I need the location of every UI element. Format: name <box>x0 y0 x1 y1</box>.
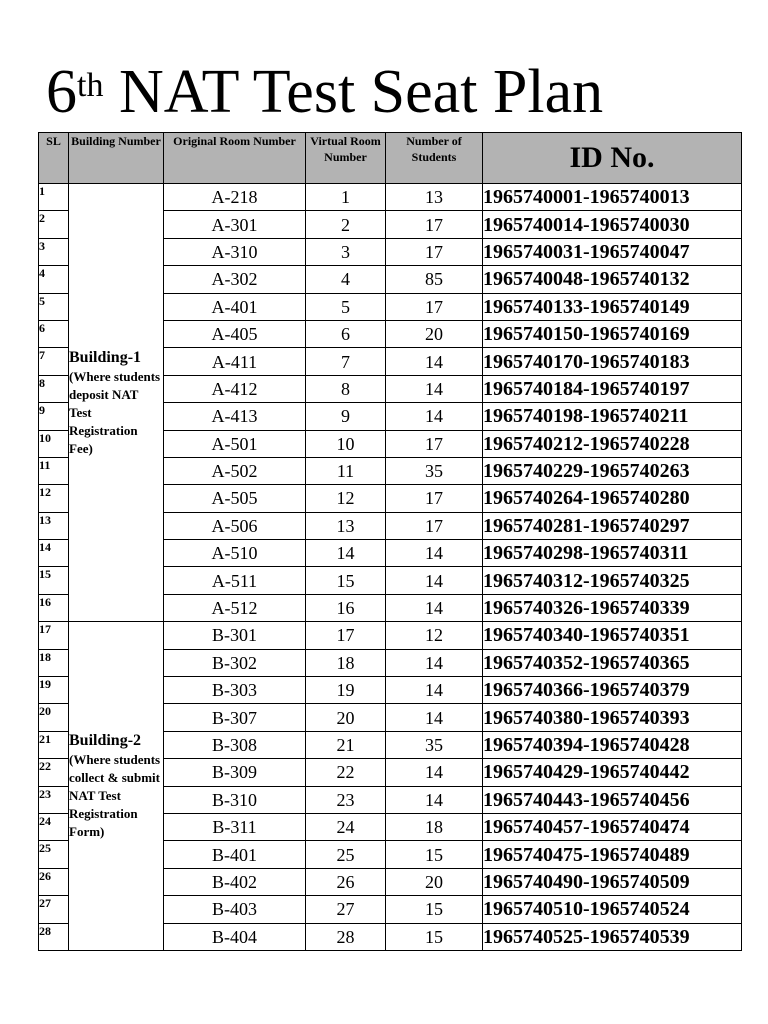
virtual-room-cell: 19 <box>306 677 386 704</box>
id-range-cell: 1965740281-1965740297 <box>483 512 742 539</box>
virtual-room-cell: 1 <box>306 184 386 211</box>
virtual-room-cell: 20 <box>306 704 386 731</box>
title-superscript: th <box>77 67 104 104</box>
original-room-cell: B-310 <box>164 786 306 813</box>
id-range-cell: 1965740031-1965740047 <box>483 238 742 265</box>
original-room-cell: A-501 <box>164 430 306 457</box>
sl-cell: 3 <box>39 238 69 265</box>
sl-cell: 14 <box>39 540 69 567</box>
original-room-cell: A-502 <box>164 457 306 484</box>
sl-cell: 19 <box>39 677 69 704</box>
header-row <box>39 133 742 184</box>
student-count-cell: 17 <box>386 430 483 457</box>
table-body <box>39 184 742 951</box>
student-count-cell: 14 <box>386 348 483 375</box>
sl-cell: 8 <box>39 375 69 402</box>
sl-cell: 20 <box>39 704 69 731</box>
student-count-cell: 14 <box>386 375 483 402</box>
id-range-cell: 1965740326-1965740339 <box>483 594 742 621</box>
id-range-cell: 1965740510-1965740524 <box>483 896 742 923</box>
sl-cell: 1 <box>39 184 69 211</box>
student-count-cell: 14 <box>386 567 483 594</box>
id-range-cell: 1965740525-1965740539 <box>483 923 742 950</box>
id-range-cell: 1965740198-1965740211 <box>483 403 742 430</box>
virtual-room-cell: 5 <box>306 293 386 320</box>
original-room-cell: A-401 <box>164 293 306 320</box>
virtual-room-cell: 4 <box>306 266 386 293</box>
virtual-room-cell: 6 <box>306 320 386 347</box>
student-count-cell: 17 <box>386 512 483 539</box>
virtual-room-cell: 17 <box>306 622 386 649</box>
title-rest: NAT Test Seat Plan <box>103 58 604 126</box>
original-room-cell: B-401 <box>164 841 306 868</box>
virtual-room-cell: 15 <box>306 567 386 594</box>
sl-cell: 17 <box>39 622 69 649</box>
building-cell <box>69 184 164 622</box>
original-room-cell: A-510 <box>164 540 306 567</box>
sl-cell: 6 <box>39 320 69 347</box>
building-cell <box>69 622 164 951</box>
virtual-room-cell: 14 <box>306 540 386 567</box>
student-count-cell: 17 <box>386 238 483 265</box>
id-range-cell: 1965740229-1965740263 <box>483 457 742 484</box>
student-count-cell: 14 <box>386 704 483 731</box>
seat-plan-table <box>38 132 742 951</box>
student-count-cell: 17 <box>386 293 483 320</box>
student-count-cell: 13 <box>386 184 483 211</box>
student-count-cell: 14 <box>386 786 483 813</box>
virtual-room-cell: 24 <box>306 813 386 840</box>
virtual-room-cell: 12 <box>306 485 386 512</box>
building-name: Building-2 <box>69 732 142 750</box>
original-room-cell: B-402 <box>164 868 306 895</box>
original-room-cell: B-307 <box>164 704 306 731</box>
sl-cell: 7 <box>39 348 69 375</box>
original-room-cell: B-309 <box>164 759 306 786</box>
virtual-room-cell: 27 <box>306 896 386 923</box>
id-range-cell: 1965740212-1965740228 <box>483 430 742 457</box>
virtual-room-cell: 11 <box>306 457 386 484</box>
student-count-cell: 15 <box>386 841 483 868</box>
original-room-cell: B-403 <box>164 896 306 923</box>
virtual-room-cell: 22 <box>306 759 386 786</box>
original-room-cell: A-511 <box>164 567 306 594</box>
id-range-cell: 1965740014-1965740030 <box>483 211 742 238</box>
student-count-cell: 15 <box>386 923 483 950</box>
building-description: (Where students deposit NAT Test Registration Fee) <box>69 368 161 456</box>
student-count-cell: 17 <box>386 211 483 238</box>
original-room-cell: B-301 <box>164 622 306 649</box>
original-room-cell: A-411 <box>164 348 306 375</box>
student-count-cell: 20 <box>386 320 483 347</box>
id-range-cell: 1965740475-1965740489 <box>483 841 742 868</box>
virtual-room-cell: 8 <box>306 375 386 402</box>
virtual-room-cell: 3 <box>306 238 386 265</box>
student-count-cell: 18 <box>386 813 483 840</box>
original-room-cell: A-506 <box>164 512 306 539</box>
original-room-cell: A-405 <box>164 320 306 347</box>
table-row <box>39 622 742 649</box>
id-range-cell: 1965740133-1965740149 <box>483 293 742 320</box>
sl-cell: 11 <box>39 457 69 484</box>
id-range-cell: 1965740048-1965740132 <box>483 266 742 293</box>
sl-cell: 18 <box>39 649 69 676</box>
sl-cell: 21 <box>39 731 69 758</box>
header-virtual-room: Virtual Room Number <box>306 133 386 184</box>
original-room-cell: B-302 <box>164 649 306 676</box>
sl-cell: 13 <box>39 512 69 539</box>
sl-cell: 22 <box>39 759 69 786</box>
student-count-cell: 35 <box>386 731 483 758</box>
id-range-cell: 1965740312-1965740325 <box>483 567 742 594</box>
sl-cell: 28 <box>39 923 69 950</box>
id-range-cell: 1965740443-1965740456 <box>483 786 742 813</box>
sl-cell: 2 <box>39 211 69 238</box>
original-room-cell: A-412 <box>164 375 306 402</box>
original-room-cell: A-512 <box>164 594 306 621</box>
virtual-room-cell: 18 <box>306 649 386 676</box>
title-prefix: 6 <box>46 58 77 126</box>
sl-cell: 10 <box>39 430 69 457</box>
building-description: (Where students collect & submit NAT Test Registration Form) <box>69 752 161 840</box>
table-row <box>39 184 742 211</box>
header-building: Building Number <box>69 133 164 184</box>
student-count-cell: 14 <box>386 594 483 621</box>
header-students: Number of Students <box>386 133 483 184</box>
id-range-cell: 1965740184-1965740197 <box>483 375 742 402</box>
header-original-room: Original Room Number <box>164 133 306 184</box>
id-range-cell: 1965740380-1965740393 <box>483 704 742 731</box>
sl-cell: 16 <box>39 594 69 621</box>
student-count-cell: 12 <box>386 622 483 649</box>
virtual-room-cell: 13 <box>306 512 386 539</box>
id-range-cell: 1965740001-1965740013 <box>483 184 742 211</box>
student-count-cell: 14 <box>386 403 483 430</box>
sl-cell: 5 <box>39 293 69 320</box>
virtual-room-cell: 21 <box>306 731 386 758</box>
sl-cell: 27 <box>39 896 69 923</box>
original-room-cell: A-310 <box>164 238 306 265</box>
id-range-cell: 1965740170-1965740183 <box>483 348 742 375</box>
original-room-cell: A-302 <box>164 266 306 293</box>
original-room-cell: A-413 <box>164 403 306 430</box>
original-room-cell: B-308 <box>164 731 306 758</box>
page-title <box>46 52 603 132</box>
building-name: Building-1 <box>69 348 142 366</box>
student-count-cell: 14 <box>386 759 483 786</box>
student-count-cell: 85 <box>386 266 483 293</box>
original-room-cell: B-311 <box>164 813 306 840</box>
sl-cell: 15 <box>39 567 69 594</box>
original-room-cell: B-404 <box>164 923 306 950</box>
virtual-room-cell: 26 <box>306 868 386 895</box>
header-sl: SL <box>39 133 69 184</box>
sl-cell: 26 <box>39 868 69 895</box>
virtual-room-cell: 2 <box>306 211 386 238</box>
id-range-cell: 1965740457-1965740474 <box>483 813 742 840</box>
student-count-cell: 15 <box>386 896 483 923</box>
id-range-cell: 1965740298-1965740311 <box>483 540 742 567</box>
header-id: ID No. <box>483 133 742 184</box>
virtual-room-cell: 7 <box>306 348 386 375</box>
sl-cell: 23 <box>39 786 69 813</box>
sl-cell: 9 <box>39 403 69 430</box>
student-count-cell: 20 <box>386 868 483 895</box>
virtual-room-cell: 23 <box>306 786 386 813</box>
student-count-cell: 14 <box>386 649 483 676</box>
student-count-cell: 35 <box>386 457 483 484</box>
sl-cell: 12 <box>39 485 69 512</box>
original-room-cell: B-303 <box>164 677 306 704</box>
id-range-cell: 1965740150-1965740169 <box>483 320 742 347</box>
virtual-room-cell: 9 <box>306 403 386 430</box>
student-count-cell: 14 <box>386 540 483 567</box>
original-room-cell: A-218 <box>164 184 306 211</box>
virtual-room-cell: 25 <box>306 841 386 868</box>
sl-cell: 24 <box>39 813 69 840</box>
virtual-room-cell: 10 <box>306 430 386 457</box>
id-range-cell: 1965740366-1965740379 <box>483 677 742 704</box>
virtual-room-cell: 16 <box>306 594 386 621</box>
original-room-cell: A-301 <box>164 211 306 238</box>
student-count-cell: 14 <box>386 677 483 704</box>
id-range-cell: 1965740490-1965740509 <box>483 868 742 895</box>
id-range-cell: 1965740264-1965740280 <box>483 485 742 512</box>
id-range-cell: 1965740340-1965740351 <box>483 622 742 649</box>
sl-cell: 4 <box>39 266 69 293</box>
id-range-cell: 1965740352-1965740365 <box>483 649 742 676</box>
original-room-cell: A-505 <box>164 485 306 512</box>
sl-cell: 25 <box>39 841 69 868</box>
id-range-cell: 1965740429-1965740442 <box>483 759 742 786</box>
student-count-cell: 17 <box>386 485 483 512</box>
virtual-room-cell: 28 <box>306 923 386 950</box>
id-range-cell: 1965740394-1965740428 <box>483 731 742 758</box>
